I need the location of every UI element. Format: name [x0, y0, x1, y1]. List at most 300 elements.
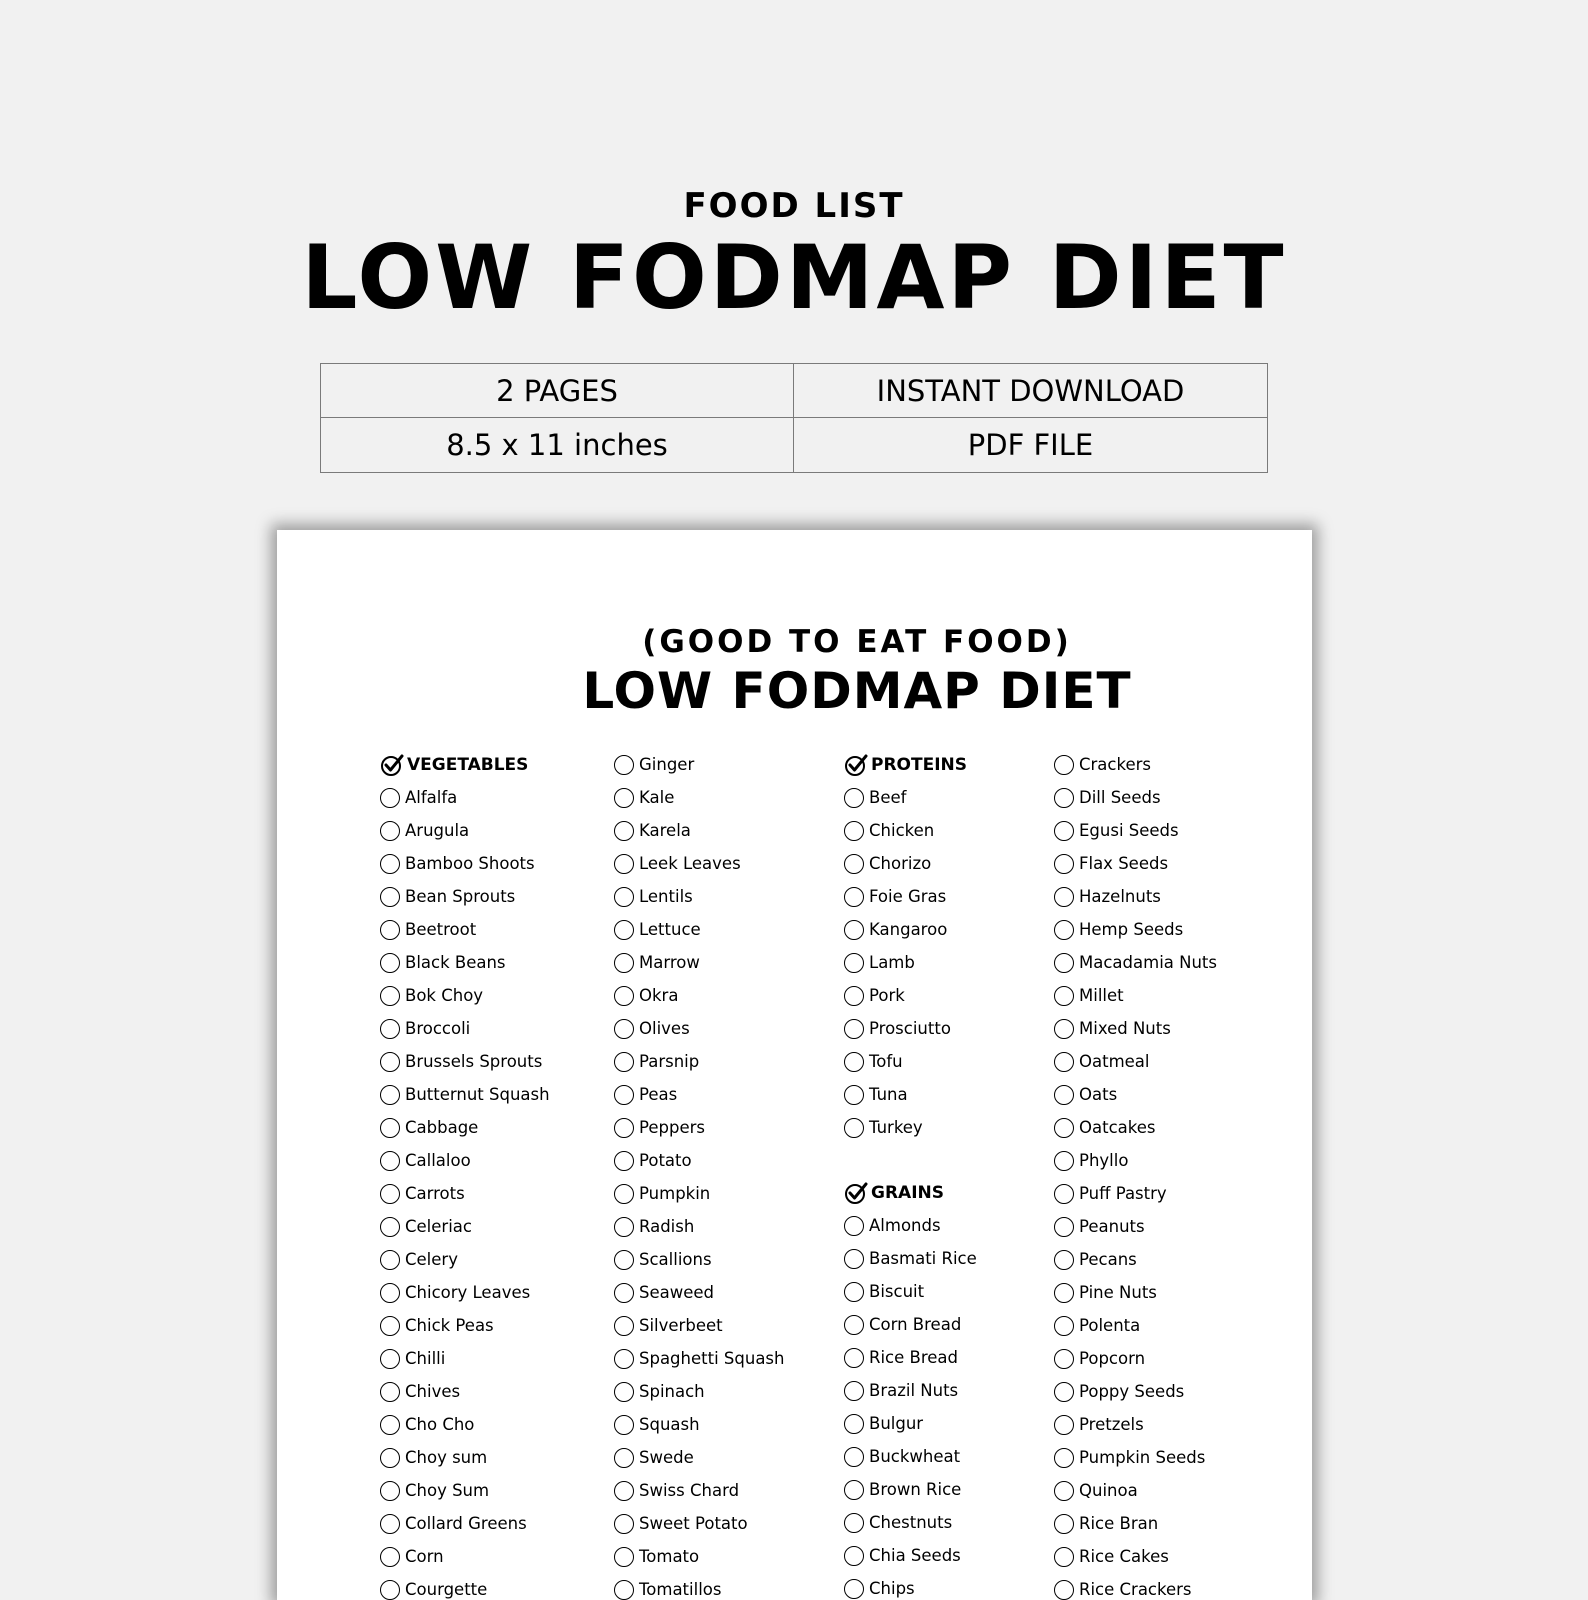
food-item-label: Choy Sum: [405, 1481, 490, 1500]
food-item-label: Brussels Sprouts: [405, 1052, 543, 1071]
food-item-label: Chia Seeds: [869, 1546, 961, 1565]
food-item: [614, 1177, 784, 1210]
food-item-label: Swiss Chard: [639, 1481, 740, 1500]
checkbox-circle-icon[interactable]: [1054, 854, 1074, 874]
checkbox-circle-icon[interactable]: [1054, 1448, 1074, 1468]
header-title: LOW FODMAP DIET: [301, 226, 1287, 329]
food-item: [380, 913, 550, 946]
checkbox-circle-icon[interactable]: [380, 1415, 400, 1435]
food-item: [844, 913, 977, 946]
checkbox-circle-icon[interactable]: [614, 1184, 634, 1204]
food-item: [614, 1243, 784, 1276]
food-item: [380, 1210, 550, 1243]
column-vegetables: [380, 748, 550, 1600]
food-item: [844, 1539, 977, 1572]
checkbox-circle-icon[interactable]: [844, 1513, 864, 1533]
checkbox-circle-icon[interactable]: [614, 854, 634, 874]
checkbox-circle-icon[interactable]: [844, 1282, 864, 1302]
food-item-label: Courgette: [405, 1580, 488, 1599]
food-item: [614, 1474, 784, 1507]
checkbox-circle-icon[interactable]: [380, 1283, 400, 1303]
checkbox-circle-icon[interactable]: [380, 1151, 400, 1171]
food-item-label: Collard Greens: [405, 1514, 527, 1533]
food-item-label: Bulgur: [869, 1414, 924, 1433]
food-item: [844, 1308, 977, 1341]
food-item-label: Okra: [639, 986, 679, 1005]
checkbox-circle-icon[interactable]: [844, 1414, 864, 1434]
food-item: [614, 1078, 784, 1111]
food-item-label: Pretzels: [1079, 1415, 1144, 1434]
food-item-label: Callaloo: [405, 1151, 471, 1170]
food-item-label: Ginger: [639, 755, 695, 774]
food-item-label: Millet: [1079, 986, 1124, 1005]
checkbox-circle-icon[interactable]: [844, 1249, 864, 1269]
column-proteins-grains: [844, 748, 977, 1600]
food-item-label: Mixed Nuts: [1079, 1019, 1171, 1038]
food-item: [380, 1111, 550, 1144]
checkbox-circle-icon[interactable]: [844, 1579, 864, 1599]
food-item-label: Beetroot: [405, 920, 477, 939]
food-item-label: Lentils: [639, 887, 693, 906]
checkbox-circle-icon[interactable]: [1054, 1481, 1074, 1501]
food-item: [614, 1144, 784, 1177]
food-item-label: Crackers: [1079, 755, 1151, 774]
checkbox-circle-icon[interactable]: [614, 1514, 634, 1534]
food-item: [614, 1276, 784, 1309]
food-item: [1054, 1540, 1217, 1573]
food-item: [1054, 1276, 1217, 1309]
checkbox-circle-icon[interactable]: [844, 1546, 864, 1566]
food-item: [1054, 1045, 1217, 1078]
food-item: [1054, 748, 1217, 781]
food-item-label: Kangaroo: [869, 920, 948, 939]
food-item-label: Chives: [405, 1382, 461, 1401]
food-item-label: Lamb: [869, 953, 915, 972]
food-item: [844, 1045, 977, 1078]
checkbox-circle-icon[interactable]: [844, 821, 864, 841]
checkbox-circle-icon[interactable]: [380, 1547, 400, 1567]
food-item: [614, 1342, 784, 1375]
food-item-label: Foie Gras: [869, 887, 947, 906]
checkbox-circle-icon[interactable]: [614, 920, 634, 940]
checkbox-circle-icon[interactable]: [844, 1118, 864, 1138]
food-item: [1054, 1441, 1217, 1474]
checkbox-circle-icon[interactable]: [844, 1052, 864, 1072]
checkbox-circle-icon[interactable]: [380, 920, 400, 940]
food-item: [844, 1506, 977, 1539]
checkbox-circle-icon[interactable]: [380, 1514, 400, 1534]
food-item: [614, 979, 784, 1012]
food-item-label: Broccoli: [405, 1019, 471, 1038]
food-item-label: Sweet Potato: [639, 1514, 748, 1533]
checkbox-circle-icon[interactable]: [614, 1448, 634, 1468]
food-item: [380, 781, 550, 814]
food-item: [844, 1242, 977, 1275]
checkbox-circle-icon[interactable]: [614, 887, 634, 907]
food-item: [1054, 880, 1217, 913]
food-item-label: Scallions: [639, 1250, 712, 1269]
checkbox-circle-icon[interactable]: [614, 1283, 634, 1303]
checkbox-circle-icon[interactable]: [1054, 1382, 1074, 1402]
header-subtitle: FOOD LIST: [683, 186, 905, 226]
food-item: [614, 1012, 784, 1045]
checkbox-circle-icon[interactable]: [380, 1316, 400, 1336]
checkbox-circle-icon[interactable]: [380, 1217, 400, 1237]
food-item: [380, 1309, 550, 1342]
food-item: [1054, 1012, 1217, 1045]
category-heading: [844, 748, 977, 781]
checkbox-circle-icon[interactable]: [614, 1580, 634, 1600]
food-item-label: Corn: [405, 1547, 444, 1566]
checkbox-circle-icon[interactable]: [1054, 755, 1074, 775]
checkbox-circle-icon[interactable]: [1054, 1349, 1074, 1369]
section-spacer: [844, 1144, 977, 1176]
food-item-label: Black Beans: [405, 953, 506, 972]
food-item-label: Rice Bread: [869, 1348, 958, 1367]
checkbox-circle-icon[interactable]: [844, 920, 864, 940]
food-item-label: Oatmeal: [1079, 1052, 1150, 1071]
food-item: [844, 1012, 977, 1045]
checkbox-circle-icon[interactable]: [1054, 1250, 1074, 1270]
checked-circle-icon: [844, 753, 868, 777]
category-label: VEGETABLES: [407, 754, 529, 775]
checkbox-circle-icon[interactable]: [1054, 1151, 1074, 1171]
checkbox-circle-icon[interactable]: [380, 1580, 400, 1600]
food-item-label: Carrots: [405, 1184, 465, 1203]
checkbox-circle-icon[interactable]: [844, 1348, 864, 1368]
checkbox-circle-icon[interactable]: [380, 1250, 400, 1270]
info-pages: 2 PAGES: [321, 364, 794, 418]
checkbox-circle-icon[interactable]: [380, 953, 400, 973]
food-item-label: Brown Rice: [869, 1480, 962, 1499]
food-item-label: Peanuts: [1079, 1217, 1145, 1236]
food-item: [844, 1341, 977, 1374]
food-item: [844, 946, 977, 979]
food-item-label: Oatcakes: [1079, 1118, 1156, 1137]
food-item: [380, 1474, 550, 1507]
checkbox-circle-icon[interactable]: [844, 953, 864, 973]
food-item: [844, 1440, 977, 1473]
checkbox-circle-icon[interactable]: [380, 1184, 400, 1204]
checkbox-circle-icon[interactable]: [614, 1151, 634, 1171]
food-item: [380, 1573, 550, 1600]
checkbox-circle-icon[interactable]: [1054, 1415, 1074, 1435]
food-item-label: Choy sum: [405, 1448, 488, 1467]
food-item-label: Lettuce: [639, 920, 701, 939]
food-item-label: Potato: [639, 1151, 692, 1170]
checked-circle-icon: [380, 753, 404, 777]
food-item-label: Chicory Leaves: [405, 1283, 531, 1302]
food-item: [1054, 1309, 1217, 1342]
food-item-label: Leek Leaves: [639, 854, 741, 873]
food-item: [380, 979, 550, 1012]
food-item: [380, 1078, 550, 1111]
food-item: [844, 814, 977, 847]
food-item-label: Peas: [639, 1085, 678, 1104]
checkbox-circle-icon[interactable]: [1054, 1217, 1074, 1237]
food-item: [1054, 946, 1217, 979]
food-item: [844, 1111, 977, 1144]
food-item-label: Popcorn: [1079, 1349, 1146, 1368]
checkbox-circle-icon[interactable]: [1054, 1019, 1074, 1039]
food-item: [614, 748, 784, 781]
food-item-label: Poppy Seeds: [1079, 1382, 1185, 1401]
checkbox-circle-icon[interactable]: [380, 1382, 400, 1402]
food-item-label: Chestnuts: [869, 1513, 953, 1532]
food-item-label: Pork: [869, 986, 905, 1005]
checkbox-circle-icon[interactable]: [844, 1381, 864, 1401]
food-item: [1054, 1573, 1217, 1600]
checkbox-circle-icon[interactable]: [380, 788, 400, 808]
checkbox-circle-icon[interactable]: [1054, 1514, 1074, 1534]
food-item: [614, 880, 784, 913]
food-item-label: Chips: [869, 1579, 915, 1598]
food-item: [844, 847, 977, 880]
checkbox-circle-icon[interactable]: [1054, 887, 1074, 907]
checkbox-circle-icon[interactable]: [844, 1216, 864, 1236]
food-item-label: Squash: [639, 1415, 700, 1434]
category-heading: [844, 1176, 977, 1209]
food-item-label: Bean Sprouts: [405, 887, 516, 906]
category-heading: [380, 748, 550, 781]
preview-sheet: [277, 530, 1312, 1600]
food-item: [1054, 1144, 1217, 1177]
checkbox-circle-icon[interactable]: [1054, 821, 1074, 841]
food-item-label: Macadamia Nuts: [1079, 953, 1217, 972]
checkbox-circle-icon[interactable]: [614, 1250, 634, 1270]
food-item: [614, 1309, 784, 1342]
food-item: [614, 1573, 784, 1600]
checkbox-circle-icon[interactable]: [380, 1448, 400, 1468]
food-item: [1054, 781, 1217, 814]
food-item: [380, 946, 550, 979]
food-item: [844, 1572, 977, 1600]
food-item: [380, 814, 550, 847]
sheet-subtitle: (GOOD TO EAT FOOD): [642, 624, 1072, 660]
food-item-label: Flax Seeds: [1079, 854, 1169, 873]
food-item-label: Quinoa: [1079, 1481, 1138, 1500]
checkbox-circle-icon[interactable]: [380, 1349, 400, 1369]
food-item-label: Pine Nuts: [1079, 1283, 1157, 1302]
column-grains-2: [1054, 748, 1217, 1600]
food-item-label: Tomatillos: [639, 1580, 722, 1599]
food-item: [844, 1473, 977, 1506]
food-item: [1054, 1342, 1217, 1375]
checkbox-circle-icon[interactable]: [844, 1480, 864, 1500]
checkbox-circle-icon[interactable]: [1054, 1580, 1074, 1600]
checkbox-circle-icon[interactable]: [844, 788, 864, 808]
food-item-label: Cho Cho: [405, 1415, 475, 1434]
checkbox-circle-icon[interactable]: [1054, 953, 1074, 973]
checkbox-circle-icon[interactable]: [380, 821, 400, 841]
food-item-label: Prosciutto: [869, 1019, 951, 1038]
checkbox-circle-icon[interactable]: [380, 887, 400, 907]
food-item-label: Almonds: [869, 1216, 941, 1235]
food-item: [614, 1210, 784, 1243]
food-item: [1054, 1078, 1217, 1111]
checkbox-circle-icon[interactable]: [844, 1085, 864, 1105]
food-item: [1054, 1474, 1217, 1507]
checkbox-circle-icon[interactable]: [380, 1481, 400, 1501]
food-item: [614, 1111, 784, 1144]
food-item: [1054, 1243, 1217, 1276]
checked-circle-icon: [844, 1181, 868, 1205]
food-item: [614, 1045, 784, 1078]
checkbox-circle-icon[interactable]: [614, 1019, 634, 1039]
checkbox-circle-icon[interactable]: [844, 1019, 864, 1039]
checkbox-circle-icon[interactable]: [614, 1415, 634, 1435]
food-item: [844, 1407, 977, 1440]
checkbox-circle-icon[interactable]: [380, 1052, 400, 1072]
checkbox-circle-icon[interactable]: [1054, 1547, 1074, 1567]
checkbox-circle-icon[interactable]: [380, 1019, 400, 1039]
food-item-label: Rice Cakes: [1079, 1547, 1169, 1566]
food-item-label: Seaweed: [639, 1283, 715, 1302]
food-item: [614, 1441, 784, 1474]
food-item: [380, 1441, 550, 1474]
checkbox-circle-icon[interactable]: [614, 1481, 634, 1501]
food-item: [844, 1374, 977, 1407]
food-item-label: Phyllo: [1079, 1151, 1129, 1170]
food-item: [1054, 979, 1217, 1012]
checkbox-circle-icon[interactable]: [844, 1447, 864, 1467]
checkbox-circle-icon[interactable]: [1054, 1052, 1074, 1072]
food-item-label: Rice Bran: [1079, 1514, 1159, 1533]
checkbox-circle-icon[interactable]: [614, 1085, 634, 1105]
food-item-label: Chorizo: [869, 854, 932, 873]
food-item-label: Arugula: [405, 821, 470, 840]
food-item-label: Hemp Seeds: [1079, 920, 1184, 939]
checkbox-circle-icon[interactable]: [1054, 788, 1074, 808]
food-item: [380, 1243, 550, 1276]
checkbox-circle-icon[interactable]: [1054, 1316, 1074, 1336]
food-item-label: Pecans: [1079, 1250, 1137, 1269]
food-item: [614, 913, 784, 946]
checkbox-circle-icon[interactable]: [614, 821, 634, 841]
food-item: [844, 880, 977, 913]
food-item-label: Kale: [639, 788, 675, 807]
food-item: [380, 1276, 550, 1309]
checkbox-circle-icon[interactable]: [614, 1052, 634, 1072]
food-item-label: Celeriac: [405, 1217, 472, 1236]
info-download: INSTANT DOWNLOAD: [794, 364, 1267, 418]
checkbox-circle-icon[interactable]: [380, 854, 400, 874]
food-item-label: Tuna: [869, 1085, 908, 1104]
food-item-label: Tofu: [869, 1052, 903, 1071]
checkbox-circle-icon[interactable]: [844, 986, 864, 1006]
checkbox-circle-icon[interactable]: [844, 854, 864, 874]
food-item-label: Basmati Rice: [869, 1249, 977, 1268]
food-item: [844, 1275, 977, 1308]
food-item: [380, 1375, 550, 1408]
food-item-label: Biscuit: [869, 1282, 925, 1301]
food-item-label: Marrow: [639, 953, 700, 972]
info-table: [320, 363, 1268, 473]
food-item: [614, 946, 784, 979]
checkbox-circle-icon[interactable]: [1054, 1118, 1074, 1138]
food-item-label: Parsnip: [639, 1052, 700, 1071]
checkbox-circle-icon[interactable]: [614, 1118, 634, 1138]
food-item: [1054, 1375, 1217, 1408]
food-item-label: Oats: [1079, 1085, 1118, 1104]
food-item-label: Chilli: [405, 1349, 446, 1368]
checkbox-circle-icon[interactable]: [614, 986, 634, 1006]
food-item-label: Spaghetti Squash: [639, 1349, 785, 1368]
food-item: [844, 1209, 977, 1242]
checkbox-circle-icon[interactable]: [614, 755, 634, 775]
checkbox-circle-icon[interactable]: [1054, 986, 1074, 1006]
checkbox-circle-icon[interactable]: [1054, 1283, 1074, 1303]
food-item-label: Brazil Nuts: [869, 1381, 959, 1400]
food-item-label: Radish: [639, 1217, 695, 1236]
info-file: PDF FILE: [967, 428, 1094, 462]
food-item-label: Karela: [639, 821, 691, 840]
checkbox-circle-icon[interactable]: [1054, 1184, 1074, 1204]
checkbox-circle-icon[interactable]: [844, 887, 864, 907]
food-item-label: Dill Seeds: [1079, 788, 1161, 807]
food-item: [380, 847, 550, 880]
food-item: [614, 1408, 784, 1441]
food-item: [1054, 1210, 1217, 1243]
food-item: [614, 847, 784, 880]
food-item: [614, 1375, 784, 1408]
food-item: [380, 1507, 550, 1540]
food-item-label: Pumpkin: [639, 1184, 711, 1203]
checkbox-circle-icon[interactable]: [380, 1118, 400, 1138]
food-item: [1054, 847, 1217, 880]
food-item: [380, 1144, 550, 1177]
food-item: [1054, 814, 1217, 847]
checkbox-circle-icon[interactable]: [1054, 920, 1074, 940]
food-item: [614, 781, 784, 814]
food-item: [614, 1507, 784, 1540]
column-vegetables-2: [614, 748, 784, 1600]
food-item-label: Corn Bread: [869, 1315, 962, 1334]
food-item: [1054, 913, 1217, 946]
food-item: [844, 781, 977, 814]
checkbox-circle-icon[interactable]: [380, 986, 400, 1006]
checkbox-circle-icon[interactable]: [614, 1316, 634, 1336]
food-item: [380, 1540, 550, 1573]
checkbox-circle-icon[interactable]: [614, 1547, 634, 1567]
checkbox-circle-icon[interactable]: [380, 1085, 400, 1105]
food-item-label: Chicken: [869, 821, 935, 840]
food-item-label: Turkey: [869, 1118, 923, 1137]
food-item: [1054, 1111, 1217, 1144]
food-item: [1054, 1507, 1217, 1540]
checkbox-circle-icon[interactable]: [614, 1349, 634, 1369]
food-item: [380, 1408, 550, 1441]
food-item: [380, 880, 550, 913]
food-item-label: Cabbage: [405, 1118, 479, 1137]
food-item: [380, 1177, 550, 1210]
food-item-label: Swede: [639, 1448, 694, 1467]
food-item-label: Puff Pastry: [1079, 1184, 1167, 1203]
food-item-label: Alfalfa: [405, 788, 458, 807]
food-item-label: Tomato: [639, 1547, 700, 1566]
food-item-label: Celery: [405, 1250, 458, 1269]
checkbox-circle-icon[interactable]: [614, 953, 634, 973]
food-item-label: Peppers: [639, 1118, 705, 1137]
checkbox-circle-icon[interactable]: [1054, 1085, 1074, 1105]
checkbox-circle-icon[interactable]: [614, 788, 634, 808]
checkbox-circle-icon[interactable]: [844, 1315, 864, 1335]
checkbox-circle-icon[interactable]: [614, 1217, 634, 1237]
food-item-label: Bamboo Shoots: [405, 854, 535, 873]
checkbox-circle-icon[interactable]: [614, 1382, 634, 1402]
food-item-label: Olives: [639, 1019, 690, 1038]
food-item: [380, 1045, 550, 1078]
